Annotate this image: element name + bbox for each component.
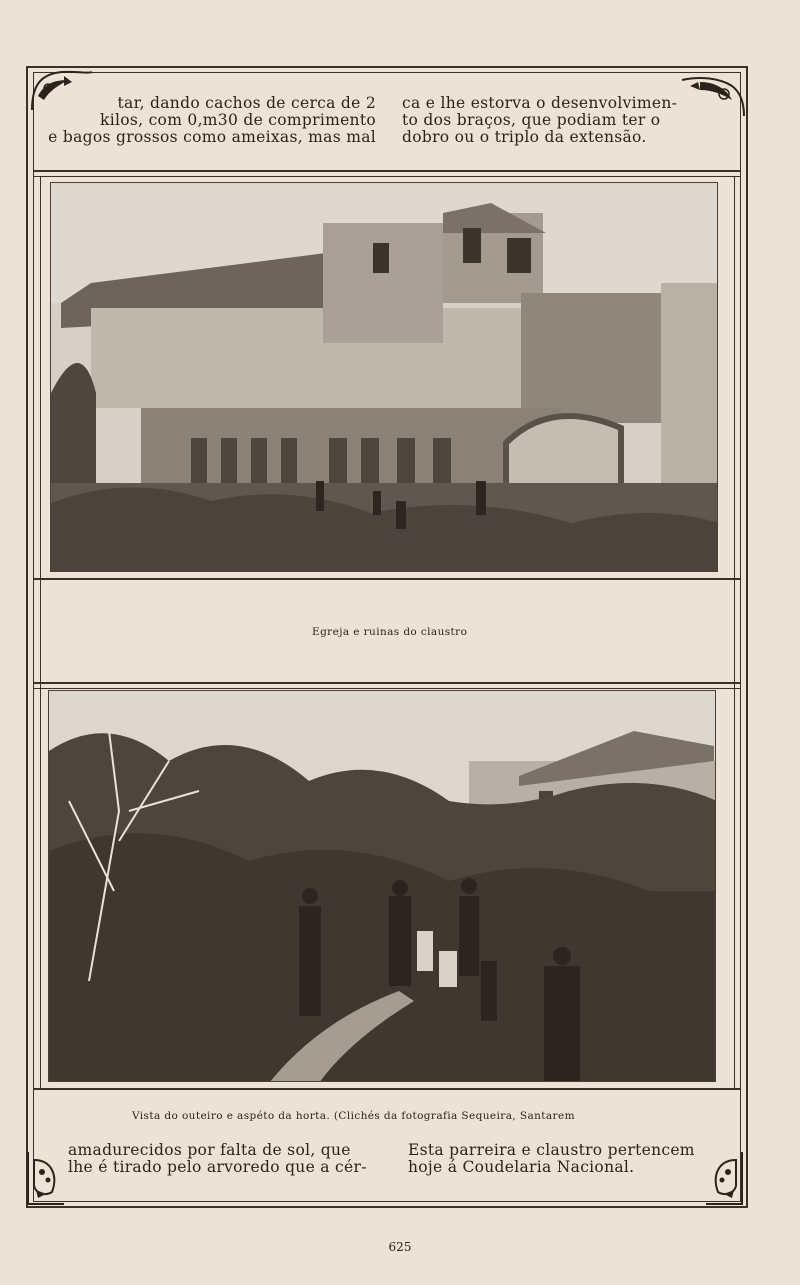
text-line: kilos, com 0,m30 de comprimento [100, 111, 376, 129]
text-line: to dos braços, que podiam ter o [402, 111, 661, 129]
text-line: tar, dando cachos de cerca de 2 [117, 94, 376, 112]
frame-divider-top-2 [33, 176, 741, 177]
text-line: Esta parreira e claustro pertencem [408, 1141, 695, 1159]
frame-side-right [734, 176, 735, 1088]
photo-garden-hill-drawing [49, 691, 716, 1082]
photo-church-cloister-drawing [51, 183, 718, 572]
photo-caption-top: Egreja e ruinas do claustro [312, 626, 468, 638]
bottom-text-left-column [68, 1142, 388, 1176]
text-line: dobro ou o triplo da extensão. [402, 128, 647, 146]
frame-side-left [40, 176, 41, 1088]
bottom-text-right-column [408, 1142, 708, 1176]
text-line: hoje á Coudelaria Nacional. [408, 1158, 635, 1176]
page-number: 625 [388, 1240, 412, 1254]
frame-divider-mid-2 [33, 682, 741, 684]
ornament-corner-icon [702, 1150, 748, 1208]
frame-divider-mid [33, 578, 741, 580]
photo-church-cloister [50, 182, 718, 572]
text-line: ca e lhe estorva o desenvolvimen- [402, 94, 678, 112]
photo-caption-bottom: Vista do outeiro e aspéto da horta. (Clichés da fotografia Sequeira, Santarem [132, 1110, 575, 1122]
text-line: amadurecidos por falta de sol, que [68, 1141, 351, 1159]
text-line: lhe é tirado pelo arvoredo que a cér- [68, 1158, 367, 1176]
text-line: e bagos grossos como ameixas, mas mal [48, 128, 376, 146]
frame-divider-bottom [33, 1088, 741, 1090]
frame-divider-mid-3 [33, 688, 741, 689]
top-text-left-column [40, 95, 376, 146]
photo-garden-hill [48, 690, 716, 1082]
ornament-corner-icon [22, 1150, 66, 1208]
frame-divider-top [33, 170, 741, 172]
top-text-right-column [402, 95, 702, 146]
